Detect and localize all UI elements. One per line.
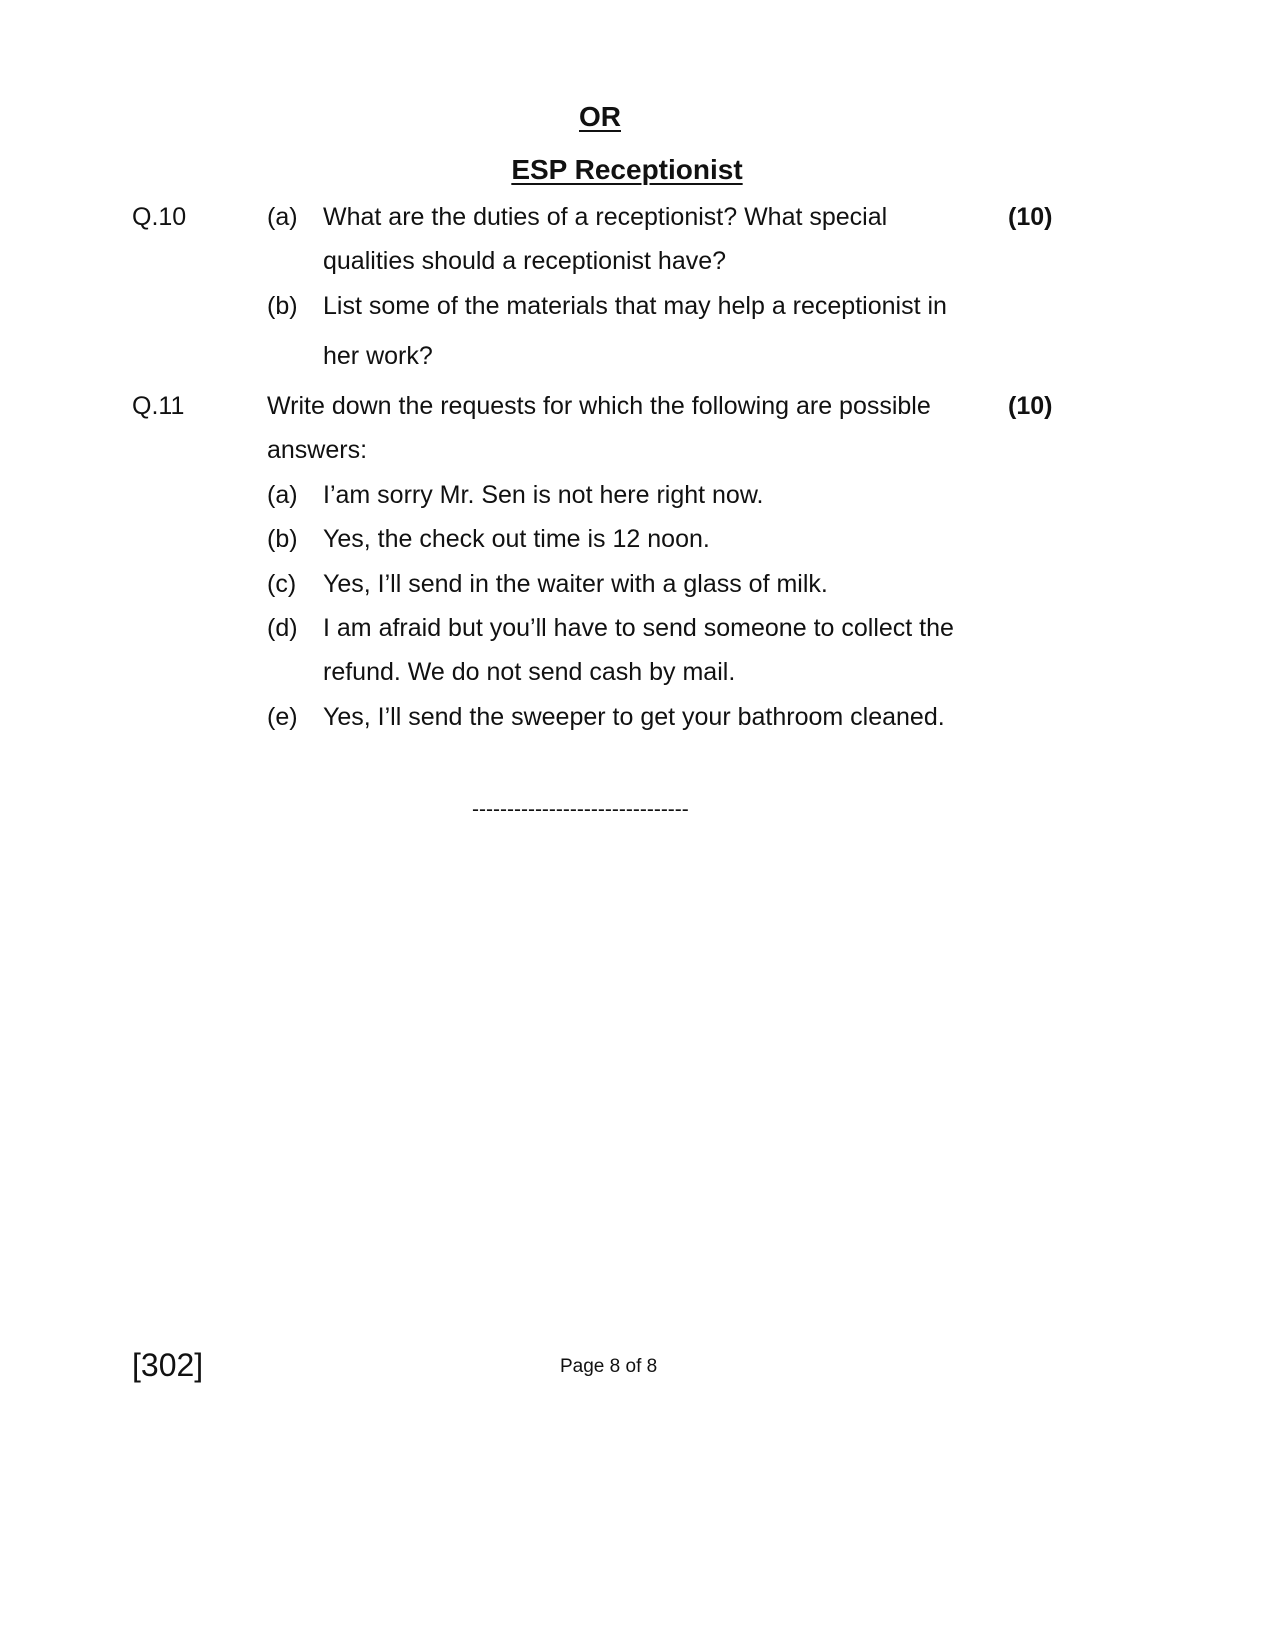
answer-text-b: Yes, the check out time is 12 noon.: [323, 525, 710, 553]
answer-text-d-line1: I am afraid but you’ll have to send someone to collect the: [323, 614, 954, 642]
sub-label-a: (a): [267, 203, 298, 231]
sub-label-b: (b): [267, 292, 298, 320]
answer-label-e: (e): [267, 703, 298, 731]
question-number: Q.11: [132, 392, 185, 420]
answer-text-e: Yes, I’ll send the sweeper to get your bathroom cleaned.: [323, 703, 945, 731]
sub-text-a-line1: What are the duties of a receptionist? What special: [323, 203, 888, 231]
sub-text-a-line2: qualities should a receptionist have?: [323, 247, 727, 275]
sub-text-b-line1: List some of the materials that may help a receptionist in: [323, 292, 947, 320]
page-number: Page 8 of 8: [560, 1356, 658, 1377]
question-number: Q.10: [132, 203, 187, 231]
or-heading: OR: [579, 101, 621, 132]
answer-label-a: (a): [267, 481, 298, 509]
answer-label-d: (d): [267, 614, 298, 642]
question-intro-line1: Write down the requests for which the following are possible: [267, 392, 931, 420]
answer-label-c: (c): [267, 570, 297, 598]
answer-text-c: Yes, I’ll send in the waiter with a glass of milk.: [323, 570, 828, 598]
end-divider: -------------------------------: [472, 798, 689, 821]
answer-text-a: I’am sorry Mr. Sen is not here right now.: [323, 481, 764, 509]
marks: (10): [1008, 392, 1053, 420]
sub-text-b-line2: her work?: [323, 342, 433, 370]
answer-text-d-line2: refund. We do not send cash by mail.: [323, 658, 736, 686]
section-heading: ESP Receptionist: [511, 154, 743, 185]
answer-label-b: (b): [267, 525, 298, 553]
marks: (10): [1008, 203, 1053, 231]
question-intro-line2: answers:: [267, 436, 368, 464]
paper-code: [302]: [132, 1347, 204, 1383]
